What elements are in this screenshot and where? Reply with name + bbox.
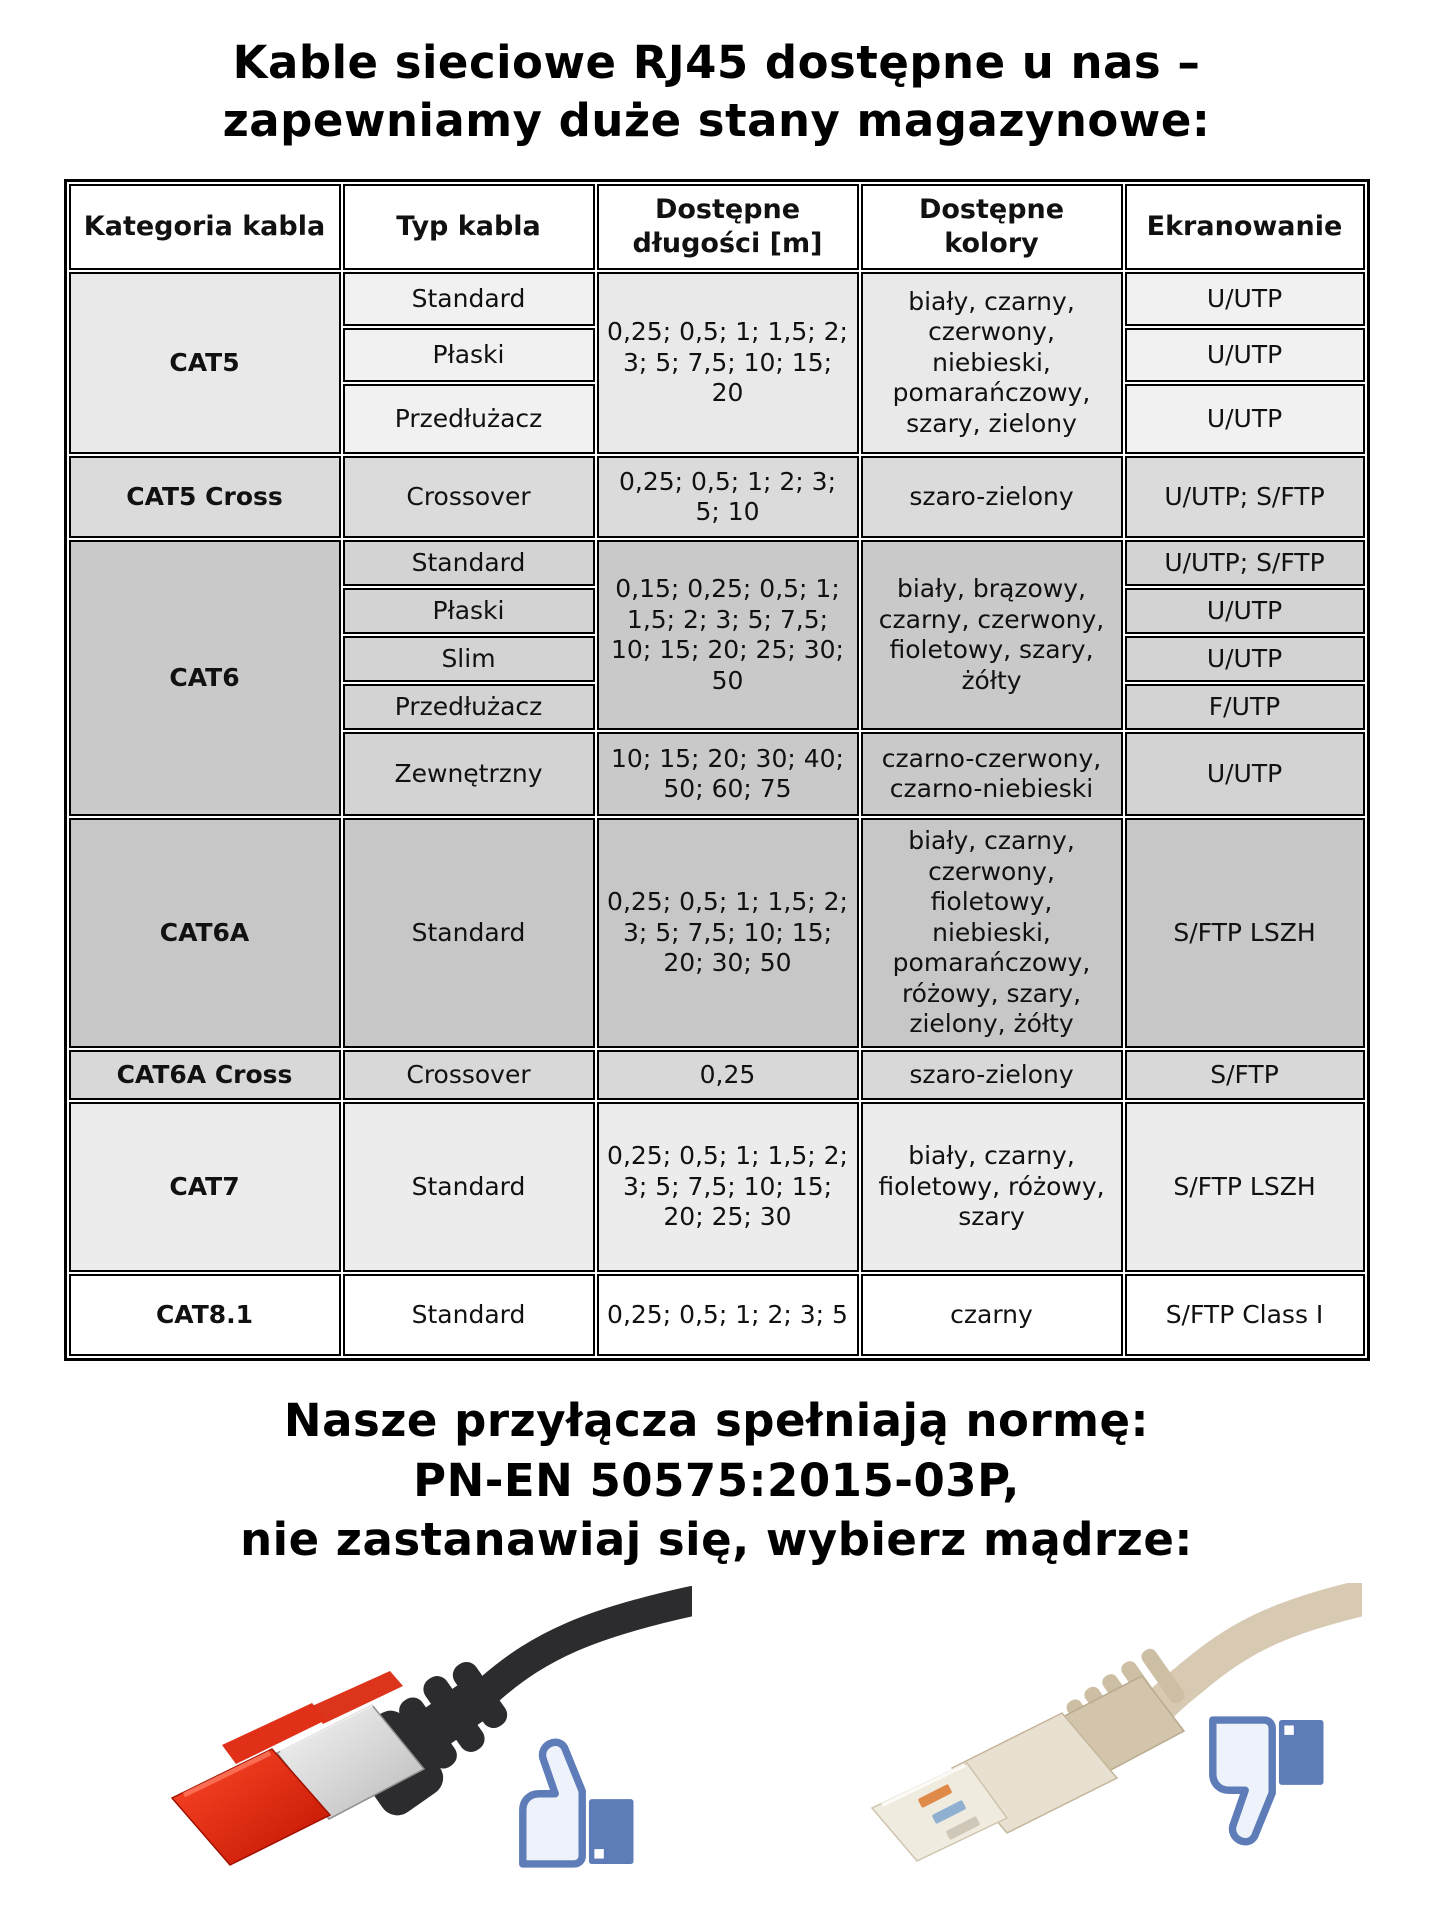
black-cable: [337, 1601, 691, 1822]
cell-cat5cross-colors: szaro-zielony: [861, 456, 1123, 538]
cell-cat6across-lengths: 0,25: [597, 1050, 859, 1100]
shielded-cable-image: [72, 1583, 692, 1893]
table-row: [69, 1274, 1365, 1356]
title-line-1: Kable sieciowe RJ45 dostępne u nas –: [232, 36, 1201, 89]
cell-cat6-type-standard: Standard: [343, 540, 595, 586]
cell-cat5-shielding-plaski: U/UTP: [1125, 328, 1365, 382]
table-row: [69, 1102, 1365, 1272]
table-row: [69, 456, 1365, 538]
cell-cat7-type: Standard: [343, 1102, 595, 1272]
cell-cat5-category: CAT5: [69, 272, 341, 454]
table-row: [69, 818, 1365, 1048]
cell-cat81-category: CAT8.1: [69, 1274, 341, 1356]
cell-cat6-type-slim: Slim: [343, 636, 595, 682]
cell-cat81-lengths: 0,25; 0,5; 1; 2; 3; 5: [597, 1274, 859, 1356]
cell-cat7-category: CAT7: [69, 1102, 341, 1272]
norm-line-2: PN-EN 50575:2015-03P,: [413, 1453, 1020, 1507]
cell-cat6-type-plaski: Płaski: [343, 588, 595, 634]
norm-line-1: Nasze przyłącza spełniają normę:: [283, 1394, 1150, 1448]
table-row: [69, 540, 1365, 586]
cell-cat5-type-przedluzacz: Przedłużacz: [343, 384, 595, 454]
cell-cat6across-category: CAT6A Cross: [69, 1050, 341, 1100]
col-header-type: Typ kabla: [343, 184, 595, 270]
norm-statement: [0, 1391, 1433, 1569]
thumbs-up-icon: [522, 1743, 633, 1865]
cell-cat6-shielding-plaski: U/UTP: [1125, 588, 1365, 634]
thumbs-down-icon: [1212, 1720, 1323, 1842]
cell-cat7-lengths: 0,25; 0,5; 1; 1,5; 2; 3; 5; 7,5; 10; 15; 20; 25; 30: [597, 1102, 859, 1272]
cell-cat6a-type: Standard: [343, 818, 595, 1048]
cell-cat5-shielding-standard: U/UTP: [1125, 272, 1365, 326]
cell-cat6across-shielding: S/FTP: [1125, 1050, 1365, 1100]
norm-line-3: nie zastanawiaj się, wybierz mądrze:: [240, 1512, 1193, 1566]
cell-cat6a-lengths: 0,25; 0,5; 1; 1,5; 2; 3; 5; 7,5; 10; 15; 20; 30; 50: [597, 818, 859, 1048]
cell-cat5-lengths: 0,25; 0,5; 1; 1,5; 2; 3; 5; 7,5; 10; 15; 20: [597, 272, 859, 454]
cell-cat7-shielding: S/FTP LSZH: [1125, 1102, 1365, 1272]
cell-cat5-type-standard: Standard: [343, 272, 595, 326]
unshielded-cable-image: [722, 1583, 1362, 1893]
cell-cat81-colors: czarny: [861, 1274, 1123, 1356]
cell-cat6-shielding-standard: U/UTP; S/FTP: [1125, 540, 1365, 586]
cable-offer-table: [64, 179, 1370, 1361]
table-row: [69, 1050, 1365, 1100]
cell-cat6-colors: biały, brązowy, czarny, czerwony, fioletowy, szary, żółty: [861, 540, 1123, 730]
cell-cat6-category: CAT6: [69, 540, 341, 816]
cell-cat6-lengths-zewnetrzny: 10; 15; 20; 30; 40; 50; 60; 75: [597, 732, 859, 816]
cell-cat5cross-lengths: 0,25; 0,5; 1; 2; 3; 5; 10: [597, 456, 859, 538]
cell-cat6across-type: Crossover: [343, 1050, 595, 1100]
cell-cat6a-shielding: S/FTP LSZH: [1125, 818, 1365, 1048]
cell-cat6-type-przedluzacz: Przedłużacz: [343, 684, 595, 730]
cell-cat6across-colors: szaro-zielony: [861, 1050, 1123, 1100]
cell-cat6-shielding-przedluzacz: F/UTP: [1125, 684, 1365, 730]
title-line-2: zapewniamy duże stany magazynowe:: [222, 93, 1211, 147]
cell-cat5cross-category: CAT5 Cross: [69, 456, 341, 538]
col-header-category: Kategoria kabla: [69, 184, 341, 270]
cell-cat5cross-type: Crossover: [343, 456, 595, 538]
cell-cat6a-colors: biały, czarny, czerwony, fioletowy, niebieski, pomarańczowy, różowy, szary, zielony, żółty: [861, 818, 1123, 1048]
page-title: [0, 34, 1433, 149]
shielded-cable-figure: [72, 1583, 692, 1897]
col-header-lengths: Dostępne długości [m]: [597, 184, 859, 270]
cell-cat81-shielding: S/FTP Class I: [1125, 1274, 1365, 1356]
cell-cat5cross-shielding: U/UTP; S/FTP: [1125, 456, 1365, 538]
cell-cat5-type-plaski: Płaski: [343, 328, 595, 382]
cell-cat7-colors: biały, czarny, fioletowy, różowy, szary: [861, 1102, 1123, 1272]
col-header-shielding: Ekranowanie: [1125, 184, 1365, 270]
cell-cat6-shielding-slim: U/UTP: [1125, 636, 1365, 682]
cell-cat6-type-zewnetrzny: Zewnętrzny: [343, 732, 595, 816]
cell-cat6a-category: CAT6A: [69, 818, 341, 1048]
cell-cat81-type: Standard: [343, 1274, 595, 1356]
cell-cat6-colors-zewnetrzny: czarno-czerwony, czarno-niebieski: [861, 732, 1123, 816]
cell-cat6-lengths: 0,15; 0,25; 0,5; 1; 1,5; 2; 3; 5; 7,5; 10; 15; 20; 25; 30; 50: [597, 540, 859, 730]
table-header-row: [69, 184, 1365, 270]
cell-cat5-shielding-przedluzacz: U/UTP: [1125, 384, 1365, 454]
table-row: [69, 272, 1365, 326]
cell-cat6-shielding-zewnetrzny: U/UTP: [1125, 732, 1365, 816]
unshielded-cable-figure: [722, 1583, 1362, 1897]
col-header-colors: Dostępne kolory: [861, 184, 1123, 270]
clear-connector: [872, 1713, 1117, 1861]
comparison-figures: [0, 1583, 1433, 1897]
cell-cat5-colors: biały, czarny, czerwony, niebieski, pomarańczowy, szary, zielony: [861, 272, 1123, 454]
